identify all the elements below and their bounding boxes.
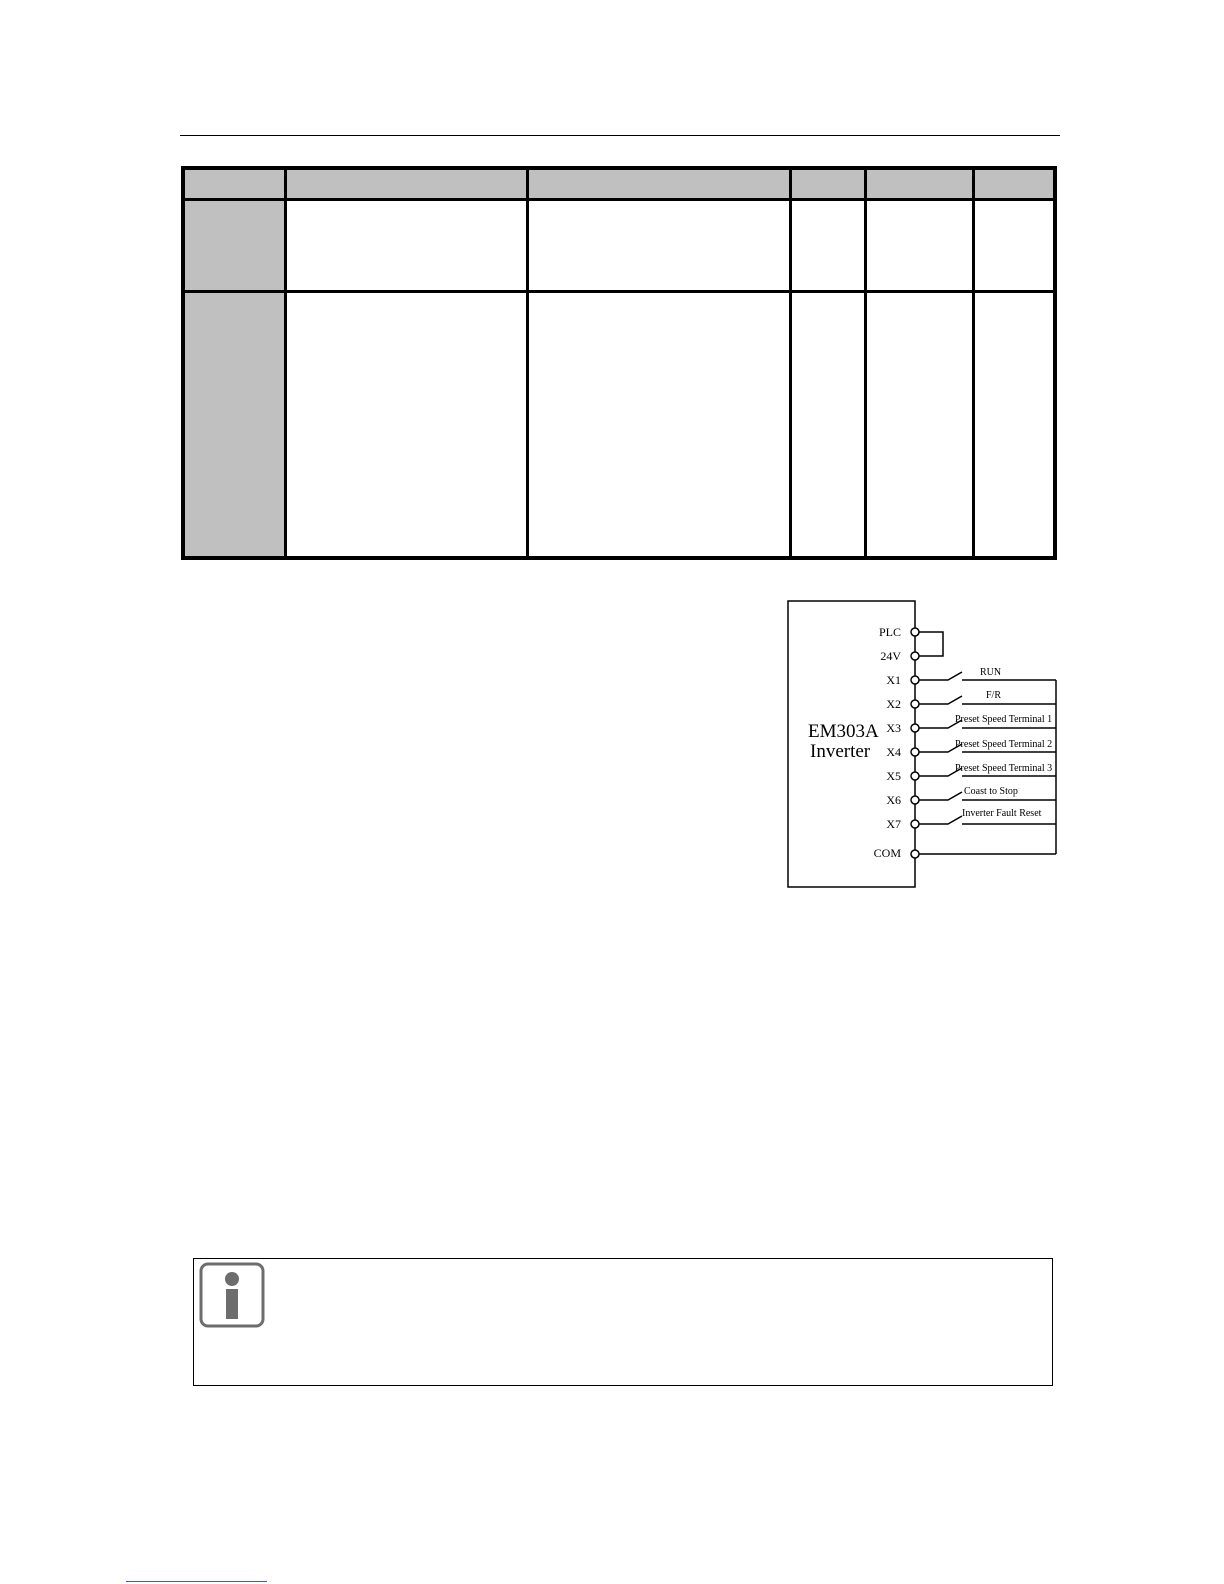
- table-cell: [790, 292, 865, 559]
- terminal-label-x2: X2: [886, 697, 901, 711]
- note-box: [193, 1258, 1053, 1386]
- switch-label-preset-2: Preset Speed Terminal 2: [955, 739, 1053, 750]
- table-header-cell: [285, 168, 527, 200]
- switch-label-preset-3: Preset Speed Terminal 3: [955, 763, 1053, 774]
- table-header-cell: [865, 168, 973, 200]
- terminal-label-x3: X3: [886, 721, 901, 735]
- table-cell: [285, 200, 527, 292]
- terminal-24v: [911, 652, 919, 660]
- table-cell: [973, 200, 1055, 292]
- table-row: [183, 292, 1055, 559]
- table-cell: [183, 200, 285, 292]
- terminal-x4: [911, 748, 919, 756]
- terminal-label-x5: X5: [886, 769, 901, 783]
- wiring-diagram: [785, 598, 1061, 890]
- switch-label-coast: Coast to Stop: [964, 786, 1018, 797]
- terminal-label-x6: X6: [886, 793, 901, 807]
- table-row: [183, 200, 1055, 292]
- table-header-row: [183, 168, 1055, 200]
- terminal-label-plc: PLC: [878, 625, 901, 639]
- table-header-cell: [973, 168, 1055, 200]
- info-icon: [198, 1261, 266, 1329]
- terminal-x5: [911, 772, 919, 780]
- switch-label-fr: F/R: [986, 690, 1002, 701]
- terminal-x6: [911, 796, 919, 804]
- device-type: Inverter: [810, 741, 871, 762]
- table-cell: [183, 292, 285, 559]
- terminal-plc: [911, 628, 919, 636]
- table-cell: [285, 292, 527, 559]
- table-cell: [865, 200, 973, 292]
- terminal-label-com: COM: [873, 846, 901, 860]
- switch-label-fault-reset: Inverter Fault Reset: [962, 808, 1042, 819]
- table-cell: [527, 292, 790, 559]
- terminal-x7: [911, 820, 919, 828]
- terminal-com: [911, 850, 919, 858]
- terminal-label-24v: 24V: [880, 649, 901, 663]
- device-name: EM303A: [808, 721, 879, 742]
- terminal-label-x1: X1: [886, 673, 901, 687]
- table-cell: [527, 200, 790, 292]
- terminal-x1: [911, 676, 919, 684]
- switch-label-run: RUN: [980, 667, 1002, 678]
- table-cell: [973, 292, 1055, 559]
- header-rule: [180, 135, 1060, 136]
- parameter-table: [181, 166, 1057, 560]
- terminal-label-x4: X4: [886, 745, 901, 759]
- jumper-wire: [915, 632, 943, 656]
- table-cell: [865, 292, 973, 559]
- table-cell: [790, 200, 865, 292]
- terminal-x2: [911, 700, 919, 708]
- terminal-label-x7: X7: [886, 817, 901, 831]
- table-header-cell: [183, 168, 285, 200]
- table-header-cell: [527, 168, 790, 200]
- terminal-x3: [911, 724, 919, 732]
- footer-link-underline[interactable]: [126, 1581, 267, 1582]
- switch-label-preset-1: Preset Speed Terminal 1: [955, 714, 1053, 725]
- table-header-cell: [790, 168, 865, 200]
